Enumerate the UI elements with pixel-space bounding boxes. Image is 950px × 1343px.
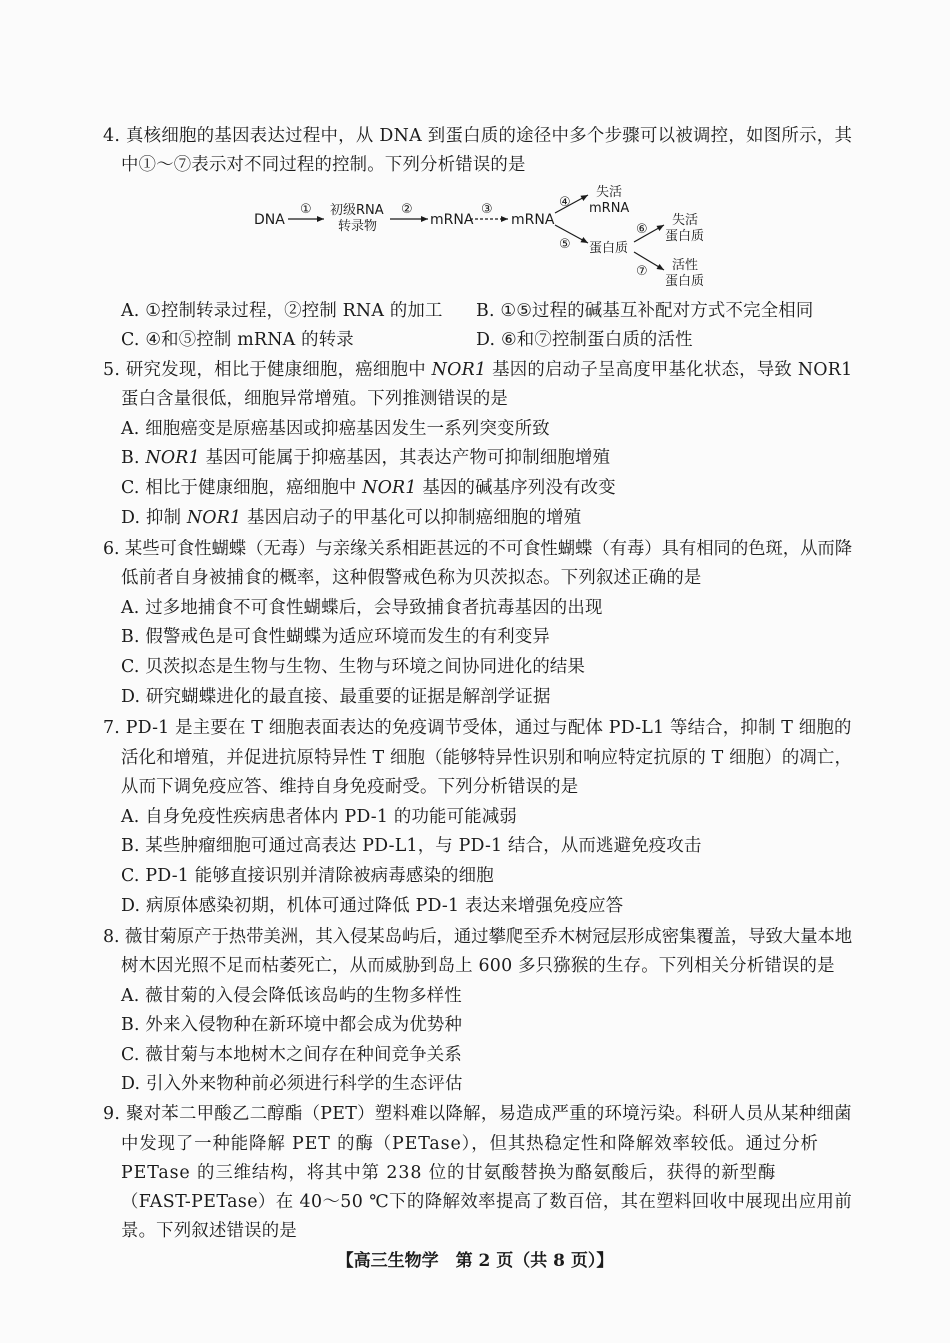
- diagram-step-2: ②: [401, 202, 413, 217]
- q7-option-a: A. 自身免疫性疾病患者体内 PD-1 的功能可能减弱: [121, 807, 518, 827]
- question-7-line-3: 从而下调免疫应答、维持自身免疫耐受。下列分析错误的是: [121, 777, 579, 797]
- q4-option-a: A. ①控制转录过程，②控制 RNA 的加工: [121, 301, 443, 321]
- q8-option-d: D. 引入外来物种前必须进行科学的生态评估: [121, 1074, 463, 1094]
- q8-option-a: A. 薇甘菊的入侵会降低该岛屿的生物多样性: [121, 986, 462, 1006]
- diagram-inactive-protein-line2: 蛋白质: [665, 229, 705, 244]
- question-4-line-1: 4. 真核细胞的基因表达过程中，从 DNA 到蛋白质的途径中多个步骤可以被调控，如图所示，其: [103, 126, 853, 146]
- question-5-line-1: 5. 研究发现，相比于健康细胞，癌细胞中 NOR1 基因的启动子呈高度甲基化状态，导致 NOR1: [103, 360, 853, 380]
- diagram-mrna-1: mRNA: [430, 212, 474, 228]
- q4-option-b: B. ①⑤过程的碱基互补配对方式不完全相同: [476, 301, 814, 321]
- q5-option-a: A. 细胞癌变是原癌基因或抑癌基因发生一系列突变所致: [121, 419, 550, 439]
- diagram-primary-rna-line2: 转录物: [338, 219, 378, 234]
- question-9-line-1: 9. 聚对苯二甲酸乙二醇酯（PET）塑料难以降解，易造成严重的环境污染。科研人员从某种细菌: [103, 1104, 852, 1124]
- diagram-mrna-2: mRNA: [511, 212, 555, 228]
- q4-option-c: C. ④和⑤控制 mRNA 的转录: [121, 330, 354, 350]
- question-9-line-4: （FAST-PETase）在 40～50 ℃下的降解效率提高了数百倍，其在塑料回收中展现出应用前: [121, 1192, 853, 1212]
- diagram-step-6: ⑥: [636, 222, 648, 237]
- diagram-inactive-mrna: 失活: [596, 185, 623, 200]
- question-9-line-3: PETase 的三维结构，将其中第 238 位的甘氨酸替换为酪氨酸后，获得的新型酶: [121, 1163, 777, 1183]
- question-9-line-5: 景。下列叙述错误的是: [121, 1221, 297, 1241]
- question-4-line-2: 中①～⑦表示对不同过程的控制。下列分析错误的是: [121, 155, 526, 175]
- diagram-active-protein-line2: 蛋白质: [665, 274, 705, 289]
- diagram-step-1: ①: [300, 202, 312, 217]
- page-footer: 【高三生物学 第 2 页（共 8 页）】: [336, 1251, 614, 1271]
- q6-option-c: C. 贝茨拟态是生物与生物、生物与环境之间协同进化的结果: [121, 657, 586, 677]
- q7-option-d: D. 病原体感染初期，机体可通过降低 PD-1 表达来增强免疫应答: [121, 896, 624, 916]
- question-5-line-2: 蛋白含量很低，细胞异常增殖。下列推测错误的是: [121, 389, 508, 409]
- q5-option-b: B. NOR1 基因可能属于抑癌基因，其表达产物可抑制细胞增殖: [121, 448, 611, 468]
- question-8-line-2: 树木因光照不足而枯萎死亡，从而威胁到岛上 600 多只猕猴的生存。下列相关分析错误的是: [121, 956, 835, 976]
- q6-option-a: A. 过多地捕食不可食性蝴蝶后，会导致捕食者抗毒基因的出现: [121, 598, 603, 618]
- question-7-line-2: 活化和增殖，并促进抗原特异性 T 细胞（能够特异性识别和响应特定抗原的 T 细胞）的凋亡，: [121, 748, 853, 768]
- q8-option-b: B. 外来入侵物种在新环境中都会成为优势种: [121, 1015, 463, 1035]
- q5-option-d: D. 抑制 NOR1 基因启动子的甲基化可以抑制癌细胞的增殖: [121, 508, 582, 528]
- diagram-inactive-mrna-line2: mRNA: [589, 201, 630, 216]
- q8-option-c: C. 薇甘菊与本地树木之间存在种间竞争关系: [121, 1045, 462, 1065]
- q6-option-b: B. 假警戒色是可食性蝴蝶为适应环境而发生的有利变异: [121, 627, 551, 647]
- diagram-primary-rna: 初级RNA: [330, 203, 384, 218]
- q7-option-b: B. 某些肿瘤细胞可通过高表达 PD-L1，与 PD-1 结合，从而逃避免疫攻击: [121, 836, 702, 856]
- gene-expression-diagram: [0, 0, 950, 300]
- diagram-step-3: ③: [481, 202, 493, 217]
- question-7-line-1: 7. PD-1 是主要在 T 细胞表面表达的免疫调节受体，通过与配体 PD-L1 等结合，抑制 T 细胞的: [103, 718, 852, 738]
- diagram-dna: DNA: [254, 212, 285, 228]
- question-8-line-1: 8. 薇甘菊原产于热带美洲，其入侵某岛屿后，通过攀爬至乔木树冠层形成密集覆盖，导致大量本地: [103, 927, 853, 947]
- diagram-protein: 蛋白质: [589, 241, 629, 256]
- q4-option-d: D. ⑥和⑦控制蛋白质的活性: [476, 330, 693, 350]
- question-6-line-2: 低前者自身被捕食的概率，这种假警戒色称为贝茨拟态。下列叙述正确的是: [121, 568, 702, 588]
- diagram-step-4: ④: [559, 195, 571, 210]
- question-9-line-2: 中发现了一种能降解 PET 的酶（PETase），但其热稳定性和降解效率较低。通过分析: [121, 1134, 819, 1154]
- question-6-line-1: 6. 某些可食性蝴蝶（无毒）与亲缘关系相距甚远的不可食性蝴蝶（有毒）具有相同的色斑，从而降: [103, 539, 853, 559]
- diagram-inactive-protein: 失活: [672, 213, 699, 228]
- q6-option-d: D. 研究蝴蝶进化的最直接、最重要的证据是解剖学证据: [121, 687, 551, 707]
- diagram-step-7: ⑦: [636, 264, 648, 279]
- q5-option-c: C. 相比于健康细胞，癌细胞中 NOR1 基因的碱基序列没有改变: [121, 478, 616, 498]
- q7-option-c: C. PD-1 能够直接识别并清除被病毒感染的细胞: [121, 866, 494, 886]
- diagram-step-5: ⑤: [559, 237, 571, 252]
- diagram-active-protein: 活性: [672, 258, 699, 273]
